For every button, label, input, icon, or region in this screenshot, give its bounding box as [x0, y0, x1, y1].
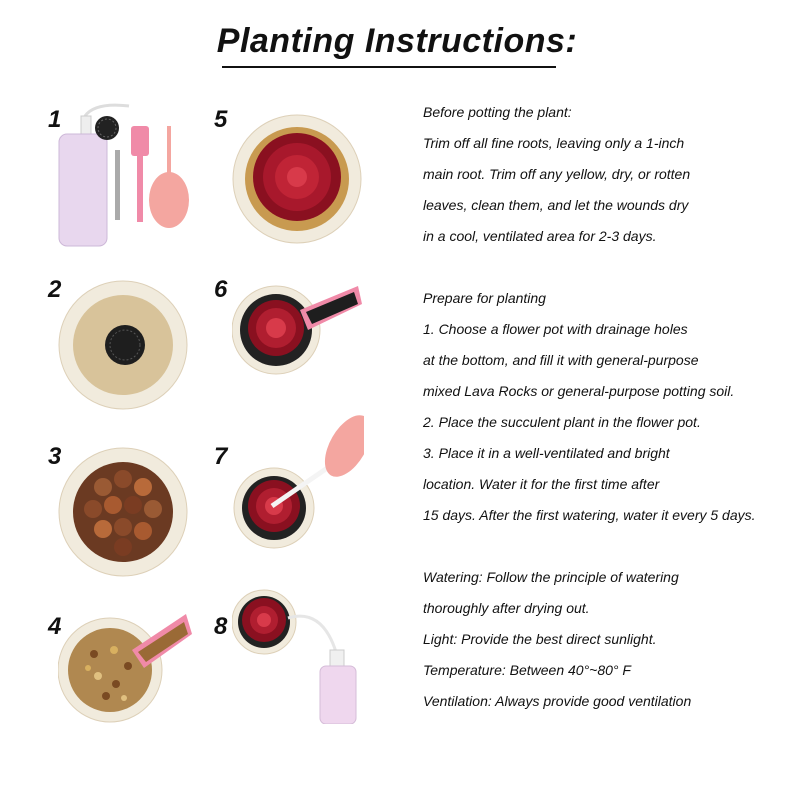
succulent-rosette-icon — [242, 598, 286, 642]
pot-mesh-photo — [58, 280, 188, 410]
step-number-2: 2 — [48, 276, 62, 303]
prepare-line: location. Water it for the first time after — [423, 476, 660, 492]
bottle-nozzle — [85, 105, 129, 116]
title-underline — [222, 66, 556, 68]
tweezers — [115, 150, 120, 220]
potting-mix-photo — [58, 610, 193, 725]
step-number-1: 1 — [48, 106, 62, 133]
bottle-cap — [81, 116, 91, 134]
prepare-line: at the bottom, and fill it with general-purpose — [423, 352, 699, 368]
ventilation-line: Ventilation: Always provide good ventilation — [423, 693, 692, 709]
air-blower — [149, 172, 189, 228]
planted-gravel-photo — [232, 114, 362, 244]
before-line: leaves, clean them, and let the wounds dry — [423, 197, 689, 213]
step-number-5: 5 — [214, 106, 228, 133]
step-number-4: 4 — [48, 613, 62, 640]
wash-bottle — [59, 134, 107, 246]
prepare-line: mixed Lava Rocks or general-purpose potting soil. — [423, 383, 735, 399]
tools-photo — [55, 100, 195, 250]
before-line: Trim off all fine roots, leaving only a 1-inch — [423, 135, 685, 151]
air-blower-photo — [232, 410, 364, 550]
watering-line: thoroughly after drying out. — [423, 600, 590, 616]
light-line: Light: Provide the best direct sunlight. — [423, 631, 657, 647]
pink-shovel — [131, 126, 149, 156]
before-line: in a cool, ventilated area for 2-3 days. — [423, 228, 657, 244]
prepare-line: 2. Place the succulent plant in the flower pot. — [423, 414, 701, 430]
step-number-3: 3 — [48, 443, 62, 470]
lava-rocks-photo — [58, 447, 188, 577]
step-number-6: 6 — [214, 276, 228, 303]
watering-photo — [232, 588, 364, 724]
step-number-7: 7 — [214, 443, 228, 470]
watering-line: Watering: Follow the principle of watering — [423, 569, 679, 585]
succulent-rosette-icon — [248, 300, 304, 356]
drainage-mesh-icon — [105, 325, 145, 365]
prepare-line: 1. Choose a flower pot with drainage holes — [423, 321, 688, 337]
prepare-line: 3. Place it in a well-ventilated and bright — [423, 445, 670, 461]
wash-bottle — [320, 666, 356, 724]
page-title: Planting Instructions: — [216, 22, 578, 60]
step-number-8: 8 — [214, 613, 228, 640]
charcoal-soil-photo — [232, 282, 364, 378]
temperature-line: Temperature: Between 40°~80° F — [423, 662, 631, 678]
succulent-rosette-icon — [253, 133, 341, 221]
mesh-pad-icon — [95, 116, 119, 140]
before-heading: Before potting the plant: — [423, 104, 572, 120]
prepare-line: 15 days. After the first watering, water it every 5 days. — [423, 507, 756, 523]
prepare-heading: Prepare for planting — [423, 290, 546, 306]
before-line: main root. Trim off any yellow, dry, or rotten — [423, 166, 691, 182]
